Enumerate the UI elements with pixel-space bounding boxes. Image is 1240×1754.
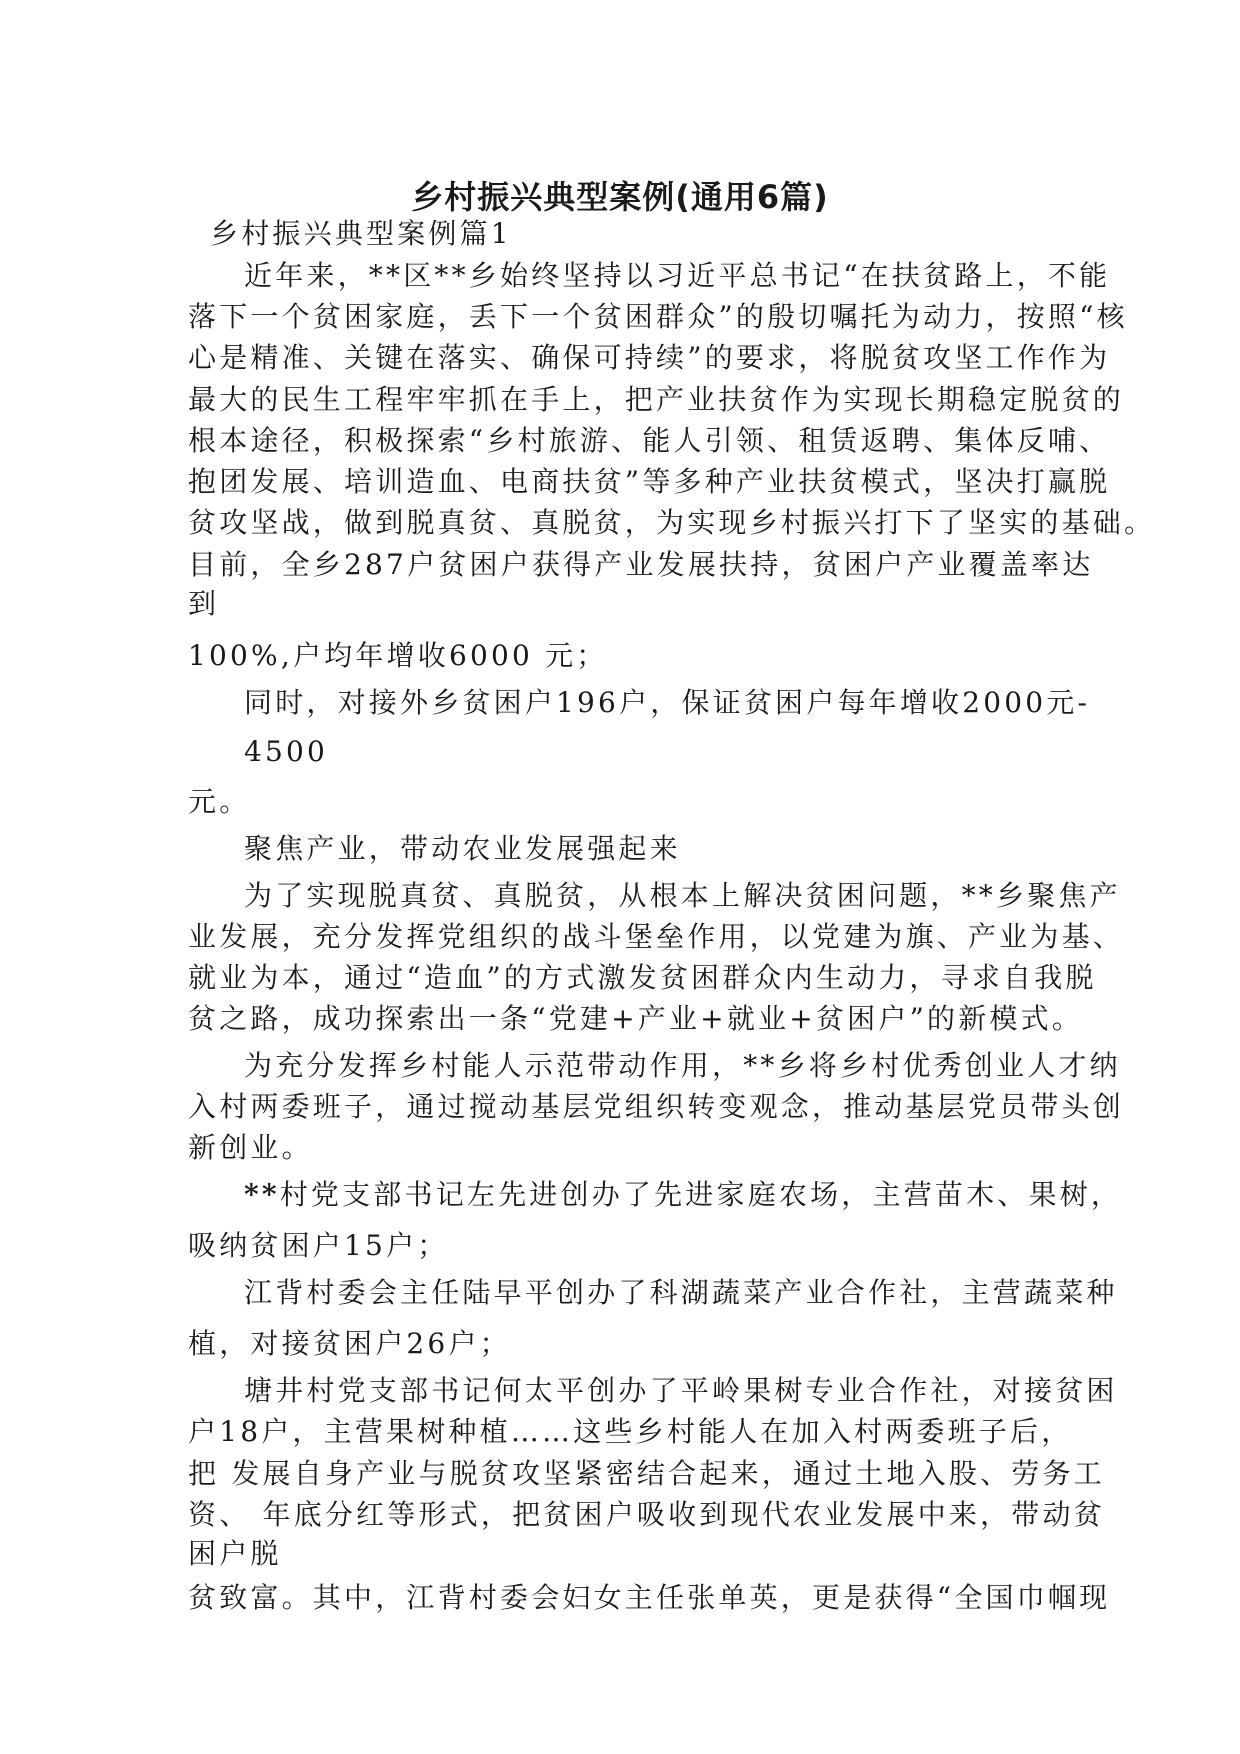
paragraph-line: 同时，对接外乡贫困户196户，保证贫困户每年增收2000元- xyxy=(244,686,1091,719)
paragraph-line: 100%,户均年增收6000 元； xyxy=(188,639,608,672)
paragraph-line: 抱团发展、培训造血、电商扶贫”等多种产业扶贫模式，坚决打赢脱 xyxy=(188,465,1111,498)
paragraph-line: 最大的民生工程牢牢抓在手上，把产业扶贫作为实现长期稳定脱贫的 xyxy=(188,383,1125,416)
paragraph-line: 贫攻坚战，做到脱真贫、真脱贫，为实现乡村振兴打下了坚实的基础。 xyxy=(188,506,1156,539)
paragraph-line: 近年来，**区**乡始终坚持以习近平总书记“在扶贫路上，不能 xyxy=(244,259,1111,292)
paragraph-line: 根本途径，积极探索“乡村旅游、能人引领、租赁返聘、集体反哺、 xyxy=(188,424,1111,457)
paragraph-line: 植，对接贫困户26户； xyxy=(188,1327,511,1360)
paragraph-line: 贫致富。其中，江背村委会妇女主任张单英，更是获得“全国巾帼现 xyxy=(188,1581,1111,1614)
paragraph-line: 落下一个贫困家庭，丢下一个贫困群众”的殷切嘱托为动力，按照“核 xyxy=(188,300,1128,333)
subsection-heading: 聚焦产业，带动农业发展强起来 xyxy=(244,832,681,865)
paragraph-line: 元。 xyxy=(188,785,251,818)
paragraph-line: 户18户，主营果树种植……这些乡村能人在加入村两委班子后， xyxy=(188,1415,1073,1448)
paragraph-line: 目前，全乡287户贫困户获得产业发展扶持，贫困户产业覆盖率达 xyxy=(188,548,1094,581)
paragraph-line: 江背村委会主任陆早平创办了科湖蔬菜产业合作社，主营蔬菜种 xyxy=(244,1276,1118,1309)
paragraph-line: 资、 年底分红等形式，把贫困户吸收到现代农业发展中来，带动贫 xyxy=(188,1498,1105,1531)
bold-marker: ** xyxy=(244,1178,280,1211)
paragraph-line: 入村两委班子，通过搅动基层党组织转变观念，推动基层党员带头创 xyxy=(188,1090,1125,1123)
paragraph-line: 心是精准、关键在落实、确保可持续”的要求，将脱贫攻坚工作作为 xyxy=(188,341,1111,374)
document-title: 乡村振兴典型案例(通用6篇) xyxy=(411,178,829,217)
paragraph-line: 业发展，充分发挥党组织的战斗堡垒作用，以党建为旗、产业为基、 xyxy=(188,920,1125,953)
paragraph-line: 塘井村党支部书记何太平创办了平岭果树专业合作社，对接贫困 xyxy=(244,1374,1118,1407)
paragraph-line: 新创业。 xyxy=(188,1131,313,1164)
paragraph-text: 村党支部书记左先进创办了先进家庭农场，主营苗木、果树， xyxy=(279,1178,1123,1211)
section-heading: 乡村振兴典型案例篇1 xyxy=(210,217,512,250)
paragraph-line: 4500 xyxy=(244,735,329,768)
paragraph-line: 贫之路，成功探索出一条“党建+产业+就业+贫困户”的新模式。 xyxy=(188,1002,1084,1035)
paragraph-line: 吸纳贫困户15户； xyxy=(188,1229,449,1262)
paragraph-line: 为了实现脱真贫、真脱贫，从根本上解决贫困问题，**乡聚焦产 xyxy=(244,879,1121,912)
paragraph-line: 就业为本，通过“造血”的方式激发贫困群众内生动力，寻求自我脱 xyxy=(188,961,1097,994)
paragraph-line: 到 xyxy=(188,587,220,620)
paragraph-line: 把 发展自身产业与脱贫攻坚紧密结合起来，通过土地入股、劳务工 xyxy=(188,1457,1105,1490)
paragraph-line: 困户脱 xyxy=(188,1537,282,1570)
paragraph-line xyxy=(244,1175,1122,1215)
paragraph-line: 为充分发挥乡村能人示范带动作用，**乡将乡村优秀创业人才纳 xyxy=(244,1049,1121,1082)
